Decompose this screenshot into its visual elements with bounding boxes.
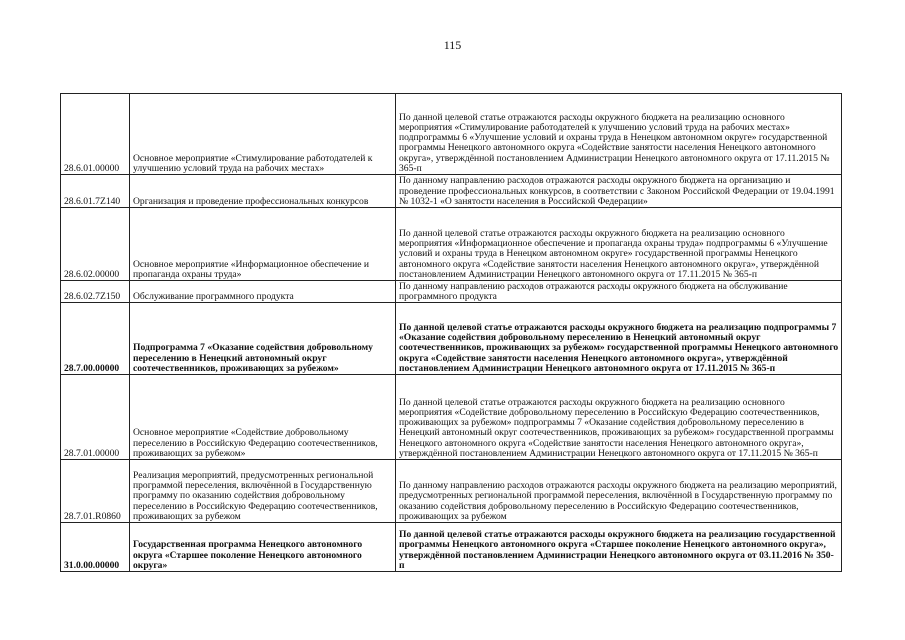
row-code: 28.6.01.00000	[61, 94, 130, 175]
row-name: Основное мероприятие «Содействие добровольному переселению в Российскую Федерацию соотечественников, проживающих за рубежом»	[130, 375, 396, 460]
row-name: Организация и проведение профессиональных конкурсов	[130, 175, 396, 208]
row-name: Подпрограмма 7 «Оказание содействия добровольному переселению в Ненецкий автономный округ соотечественников, проживающих за рубежом»	[130, 303, 396, 375]
table-row	[61, 94, 842, 175]
row-code: 28.6.01.7Z140	[61, 175, 130, 208]
row-description: По данному направлению расходов отражаются расходы окружного бюджета на реализацию мероприятий, предусмотренных региональной программой переселения, включённой в Государственную программу по оказанию содействия добровольному переселению в Российскую Федерацию соотечественников, проживающих за рубежом	[396, 460, 842, 523]
table-row	[61, 175, 842, 208]
row-code: 28.7.01.R0860	[61, 460, 130, 523]
row-code: 28.7.01.00000	[61, 375, 130, 460]
table-row	[61, 460, 842, 523]
table-row	[61, 208, 842, 281]
table-row	[61, 523, 842, 572]
table-row	[61, 303, 842, 375]
row-name: Обслуживание программного продукта	[130, 281, 396, 303]
row-description: По данной целевой статье отражаются расходы окружного бюджета на реализацию основного мероприятия «Информационное обеспечение и пропаганда охраны труда» подпрограммы 6 «Улучшение условий и охраны труда в Ненецком автономном округе» государственной программы Ненецкого автономного округа «Содействие занятости населения Ненецкого автономного округа», утверждённой постановлением Администрации Ненецкого автономного округа от 17.11.2015 № 365-п	[396, 208, 842, 281]
row-name: Основное мероприятие «Информационное обеспечение и пропаганда охраны труда»	[130, 208, 396, 281]
row-name: Реализация мероприятий, предусмотренных региональной программой переселения, включённой в Государственную программу по оказанию содействия добровольному переселению в Российскую Федерацию соотечественников, проживающих за рубежом	[130, 460, 396, 523]
row-description: По данной целевой статье отражаются расходы окружного бюджета на реализацию основного мероприятия «Содействие добровольному переселению в Российскую Федерацию соотечественников, проживающих за рубежом» подпрограммы 7 «Оказание содействия добровольному переселению в Ненецкий автономный округ соотечественников, проживающих за рубежом» государственной программы Ненецкого автономного округа «Содействие занятости населения Ненецкого автономного округа», утверждённой постановлением Администрации Ненецкого автономного округа от 17.11.2015 № 365-п	[396, 375, 842, 460]
page-number: 115	[443, 38, 462, 52]
row-description: По данной целевой статье отражаются расходы окружного бюджета на реализацию государственной программы Ненецкого автономного округа «Старшее поколение Ненецкого автономного округа», утверждённой постановлением Администрации Ненецкого автономного округа от 03.11.2016 № 350-п	[396, 523, 842, 572]
row-code: 28.7.00.00000	[61, 303, 130, 375]
table-row	[61, 375, 842, 460]
row-code: 31.0.00.00000	[61, 523, 130, 572]
budget-classification-table	[60, 93, 842, 572]
row-name: Государственная программа Ненецкого автономного округа «Старшее поколение Ненецкого автономного округа»	[130, 523, 396, 572]
row-code: 28.6.02.7Z150	[61, 281, 130, 303]
table-row	[61, 281, 842, 303]
row-description: По данному направлению расходов отражаются расходы окружного бюджета на организацию и проведение профессиональных конкурсов, в соответствии с Законом Российской Федерации от 19.04.1991 № 1032-1 «О занятости населения в Российской Федерации»	[396, 175, 842, 208]
row-description: По данному направлению расходов отражаются расходы окружного бюджета на обслуживание программного продукта	[396, 281, 842, 303]
row-name: Основное мероприятие «Стимулирование работодателей к улучшению условий труда на рабочих местах»	[130, 94, 396, 175]
row-code: 28.6.02.00000	[61, 208, 130, 281]
row-description: По данной целевой статье отражаются расходы окружного бюджета на реализацию подпрограммы 7 «Оказание содействия добровольному переселению в Ненецкий автономный округ соотечественников, проживающих за рубежом» государственной программы Ненецкого автономного округа «Содействие занятости населения Ненецкого автономного округа», утверждённой постановлением Администрации Ненецкого автономного округа от 17.11.2015 № 365-п	[396, 303, 842, 375]
row-description: По данной целевой статье отражаются расходы окружного бюджета на реализацию основного мероприятия «Стимулирование работодателей к улучшению условий труда на рабочих местах» подпрограммы 6 «Улучшение условий и охраны труда в Ненецком автономном округе» государственной программы Ненецкого автономного округа «Содействие занятости населения Ненецкого автономного округа», утверждённой постановлением Администрации Ненецкого автономного округа от 17.11.2015 № 365-п	[396, 94, 842, 175]
